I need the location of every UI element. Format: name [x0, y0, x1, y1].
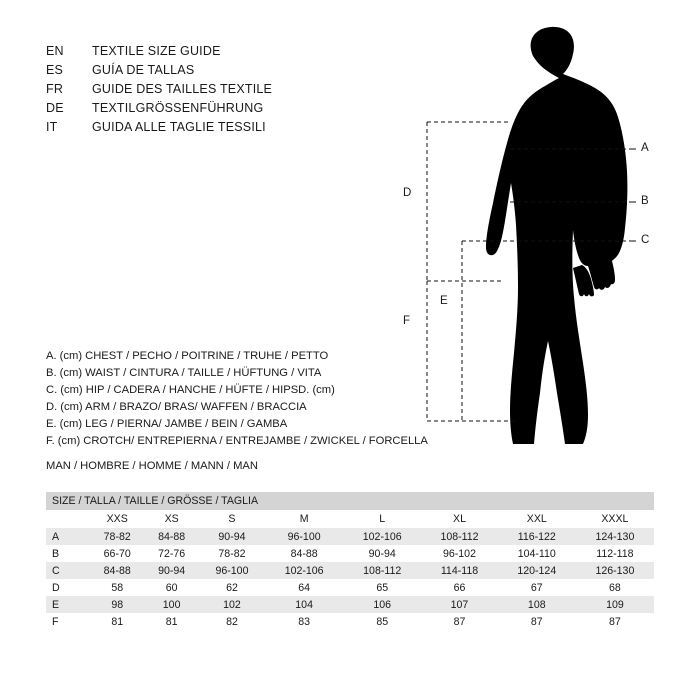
- title-row-es: [46, 63, 376, 82]
- legend-item-b: B. (cm) WAIST / CINTURA / TAILLE / HÜFTUNG / VITA: [46, 367, 322, 379]
- cell-c-s: 96-100: [199, 562, 265, 579]
- cell-a-xs: 84-88: [144, 528, 198, 545]
- legend-item-c: C. (cm) HIP / CADERA / HANCHE / HÜFTE / HIPSD. (cm): [46, 384, 335, 396]
- man-silhouette-icon: [486, 27, 627, 444]
- table-row: [46, 562, 654, 579]
- row-label-f: F: [46, 613, 90, 630]
- cell-d-xs: 60: [144, 579, 198, 596]
- cell-b-m: 84-88: [265, 545, 343, 562]
- cell-f-s: 82: [199, 613, 265, 630]
- legend-item-e: E. (cm) LEG / PIERNA/ JAMBE / BEIN / GAMBA: [46, 418, 288, 430]
- figure-label-e: E: [440, 295, 448, 307]
- cell-a-xl: 108-112: [421, 528, 497, 545]
- row-label-d: D: [46, 579, 90, 596]
- column-header-xl: XL: [421, 510, 497, 528]
- cell-c-xxl: 120-124: [498, 562, 576, 579]
- table-row: [46, 528, 654, 545]
- cell-e-xxl: 108: [498, 596, 576, 613]
- title-text-en: TEXTILE SIZE GUIDE: [92, 44, 221, 58]
- row-label-e: E: [46, 596, 90, 613]
- legend-item-f: F. (cm) CROTCH/ ENTREPIERNA / ENTREJAMBE / ZWICKEL / FORCELLA: [46, 435, 428, 447]
- cell-e-xxs: 98: [90, 596, 144, 613]
- cell-f-xxl: 87: [498, 613, 576, 630]
- column-header-m: M: [265, 510, 343, 528]
- size-table: [46, 492, 654, 630]
- title-text-it: GUIDA ALLE TAGLIE TESSILI: [92, 120, 266, 134]
- table-column-row: [46, 510, 654, 528]
- title-row-de: [46, 101, 376, 120]
- cell-e-l: 106: [343, 596, 421, 613]
- row-label-c: C: [46, 562, 90, 579]
- cell-d-m: 64: [265, 579, 343, 596]
- cell-d-s: 62: [199, 579, 265, 596]
- table-header-row: [46, 492, 654, 510]
- figure-label-b: B: [641, 195, 649, 207]
- cell-a-s: 90-94: [199, 528, 265, 545]
- cell-f-l: 85: [343, 613, 421, 630]
- column-header-xs: XS: [144, 510, 198, 528]
- language-code-de: DE: [46, 101, 64, 115]
- row-label-a: A: [46, 528, 90, 545]
- language-code-es: ES: [46, 63, 64, 77]
- legend-item-a: A. (cm) CHEST / PECHO / POITRINE / TRUHE / PETTO: [46, 350, 329, 362]
- man-figure-diagram: [385, 25, 685, 465]
- cell-e-xxxl: 109: [576, 596, 654, 613]
- cell-b-xxl: 104-110: [498, 545, 576, 562]
- language-code-en: EN: [46, 44, 64, 58]
- cell-c-xxs: 84-88: [90, 562, 144, 579]
- size-table-wrap: [46, 492, 654, 630]
- cell-c-xxxl: 126-130: [576, 562, 654, 579]
- cell-e-m: 104: [265, 596, 343, 613]
- cell-f-xs: 81: [144, 613, 198, 630]
- cell-f-xxxl: 87: [576, 613, 654, 630]
- figure-label-a: A: [641, 142, 649, 154]
- cell-a-xxl: 116-122: [498, 528, 576, 545]
- table-row: [46, 545, 654, 562]
- column-header-s: S: [199, 510, 265, 528]
- title-row-en: [46, 44, 376, 63]
- cell-b-l: 90-94: [343, 545, 421, 562]
- cell-e-xl: 107: [421, 596, 497, 613]
- legend-item-d: D. (cm) ARM / BRAZO/ BRAS/ WAFFEN / BRACCIA: [46, 401, 307, 413]
- language-code-fr: FR: [46, 82, 64, 96]
- column-header-l: L: [343, 510, 421, 528]
- corner-cell: [46, 510, 90, 528]
- cell-d-xxl: 67: [498, 579, 576, 596]
- cell-b-xl: 96-102: [421, 545, 497, 562]
- cell-b-xxs: 66-70: [90, 545, 144, 562]
- table-row: [46, 596, 654, 613]
- row-label-b: B: [46, 545, 90, 562]
- cell-a-m: 96-100: [265, 528, 343, 545]
- cell-e-xs: 100: [144, 596, 198, 613]
- cell-b-xxxl: 112-118: [576, 545, 654, 562]
- cell-e-s: 102: [199, 596, 265, 613]
- title-row-fr: [46, 82, 376, 101]
- cell-f-xl: 87: [421, 613, 497, 630]
- cell-d-xxxl: 68: [576, 579, 654, 596]
- cell-f-xxs: 81: [90, 613, 144, 630]
- cell-d-xl: 66: [421, 579, 497, 596]
- column-header-xxxl: XXXL: [576, 510, 654, 528]
- figure-label-c: C: [641, 234, 650, 246]
- figure-label-d: D: [403, 187, 412, 199]
- gender-note: MAN / HOMBRE / HOMME / MANN / MAN: [46, 460, 258, 472]
- cell-f-m: 83: [265, 613, 343, 630]
- cell-d-l: 65: [343, 579, 421, 596]
- title-text-de: TEXTILGRÖSSENFÜHRUNG: [92, 101, 264, 115]
- cell-a-l: 102-106: [343, 528, 421, 545]
- title-text-fr: GUIDE DES TAILLES TEXTILE: [92, 82, 273, 96]
- cell-c-l: 108-112: [343, 562, 421, 579]
- language-code-it: IT: [46, 120, 58, 134]
- figure-label-f: F: [403, 315, 411, 327]
- title-text-es: GUÍA DE TALLAS: [92, 63, 195, 77]
- column-header-xxl: XXL: [498, 510, 576, 528]
- cell-b-xs: 72-76: [144, 545, 198, 562]
- cell-c-xs: 90-94: [144, 562, 198, 579]
- cell-a-xxs: 78-82: [90, 528, 144, 545]
- title-block: [46, 44, 376, 139]
- cell-b-s: 78-82: [199, 545, 265, 562]
- cell-a-xxxl: 124-130: [576, 528, 654, 545]
- table-row: [46, 579, 654, 596]
- table-row: [46, 613, 654, 630]
- cell-c-m: 102-106: [265, 562, 343, 579]
- title-row-it: [46, 120, 376, 139]
- column-header-xxs: XXS: [90, 510, 144, 528]
- cell-d-xxs: 58: [90, 579, 144, 596]
- cell-c-xl: 114-118: [421, 562, 497, 579]
- table-header-label: SIZE / TALLA / TAILLE / GRÖSSE / TAGLIA: [46, 492, 654, 510]
